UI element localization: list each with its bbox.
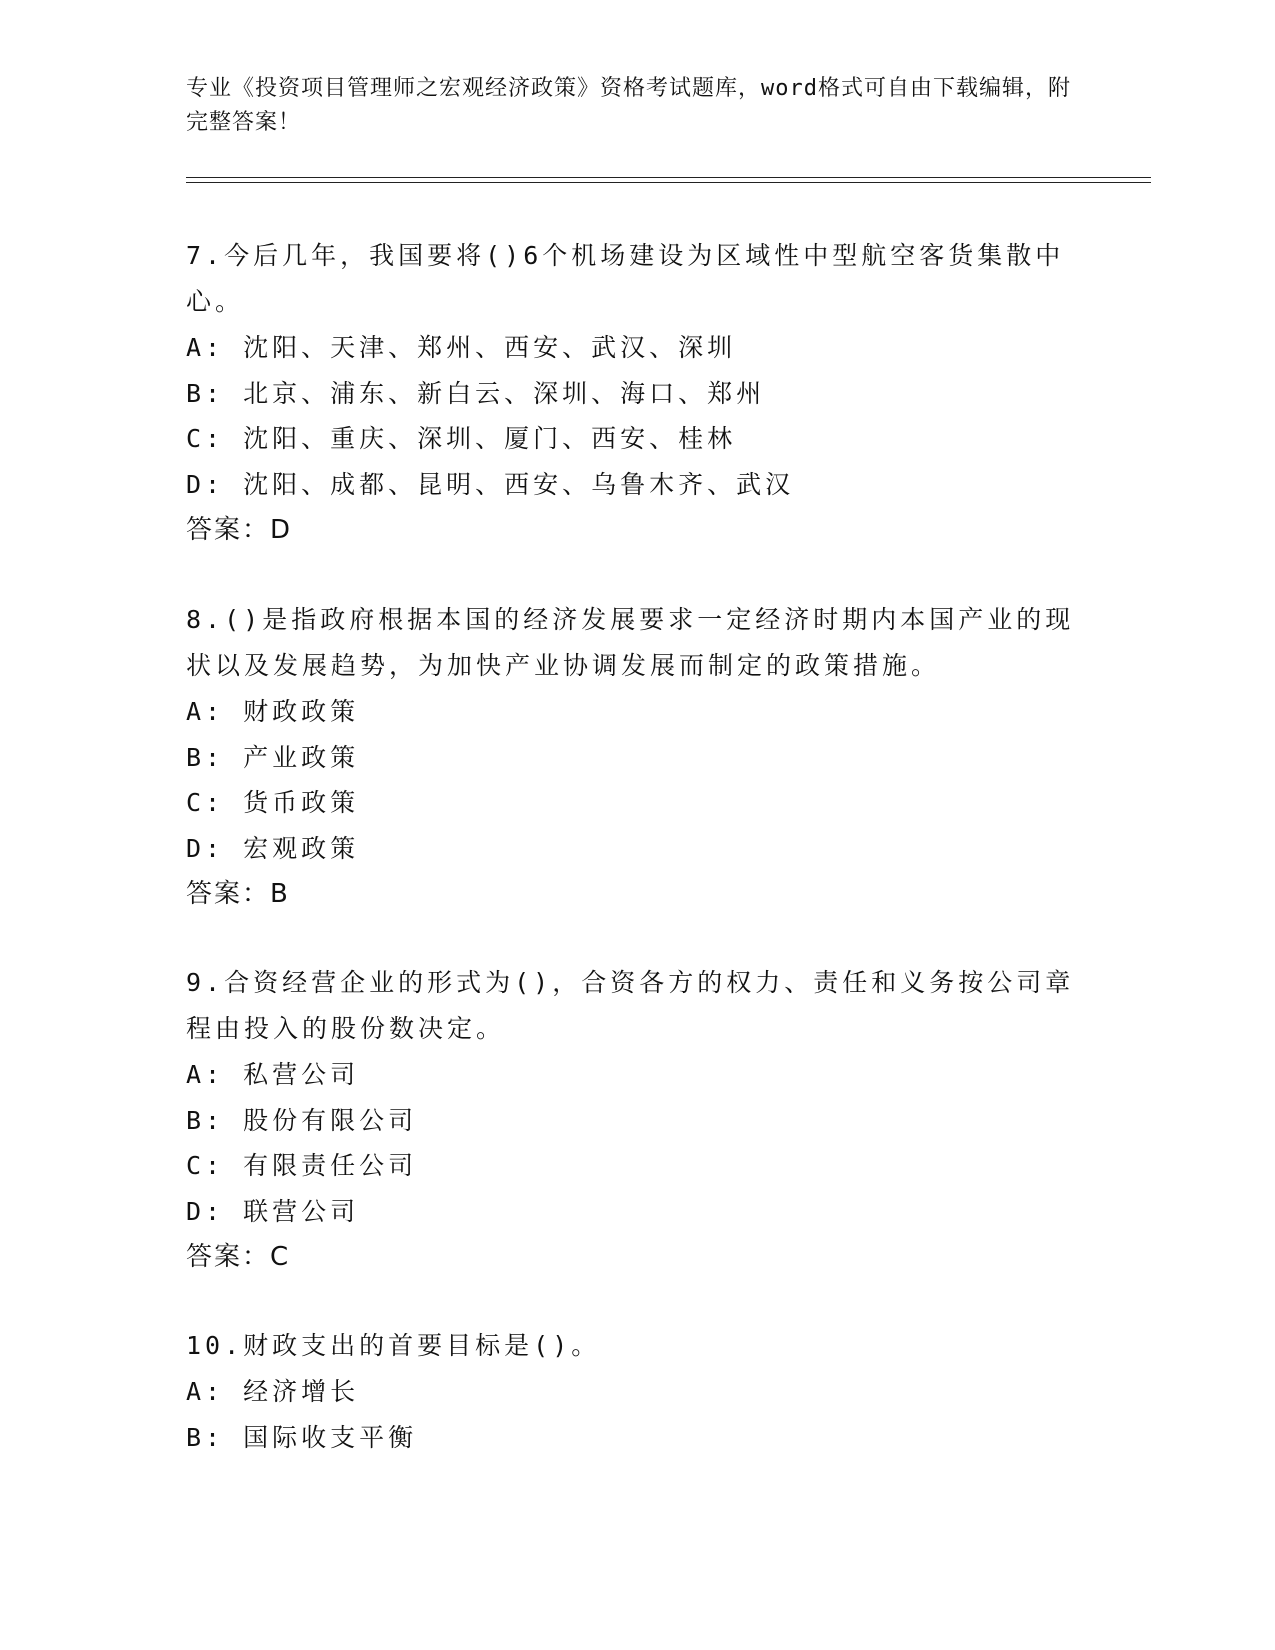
option-d: D: 沈阳、成都、昆明、西安、乌鲁木齐、武汉 xyxy=(186,469,795,499)
answer: 答案：C xyxy=(186,1242,291,1272)
question-10 xyxy=(186,1323,1076,1460)
option-c: C: 有限责任公司 xyxy=(186,1151,418,1180)
option-d: D: 联营公司 xyxy=(186,1196,360,1226)
header-rule-bottom xyxy=(186,182,1151,183)
document-header: 专业《投资项目管理师之宏观经济政策》资格考试题库，word格式可自由下载编辑，附完整答案！ xyxy=(186,76,1071,135)
option-d: D: 宏观政策 xyxy=(186,833,360,863)
option-a: A: 私营公司 xyxy=(186,1060,360,1089)
question-7 xyxy=(186,233,1076,553)
question-9 xyxy=(186,960,1076,1280)
option-a: A: 财政政策 xyxy=(186,697,360,726)
header-rule-top xyxy=(186,177,1151,178)
question-stem: 8.()是指政府根据本国的经济发展要求一定经济时期内本国产业的现状以及发展趋势，为加快产业协调发展而制定的政策措施。 xyxy=(186,605,1075,680)
option-b: B: 北京、浦东、新白云、深圳、海口、郑州 xyxy=(186,378,766,408)
answer: 答案：D xyxy=(186,515,293,545)
option-b: B: 国际收支平衡 xyxy=(186,1422,418,1452)
answer: 答案：B xyxy=(186,879,290,909)
option-a: A: 沈阳、天津、郑州、西安、武汉、深圳 xyxy=(186,333,737,362)
option-c: C: 沈阳、重庆、深圳、厦门、西安、桂林 xyxy=(186,424,737,453)
option-a: A: 经济增长 xyxy=(186,1377,360,1406)
option-c: C: 货币政策 xyxy=(186,788,360,817)
option-b: B: 产业政策 xyxy=(186,742,360,772)
question-stem: 10.财政支出的首要目标是()。 xyxy=(186,1331,601,1360)
option-b: B: 股份有限公司 xyxy=(186,1105,418,1135)
question-stem: 7.今后几年，我国要将()6个机场建设为区域性中型航空客货集散中心。 xyxy=(186,241,1065,316)
question-stem: 9.合资经营企业的形式为()，合资各方的权力、责任和义务按公司章程由投入的股份数决定。 xyxy=(186,968,1075,1043)
question-8 xyxy=(186,597,1076,917)
